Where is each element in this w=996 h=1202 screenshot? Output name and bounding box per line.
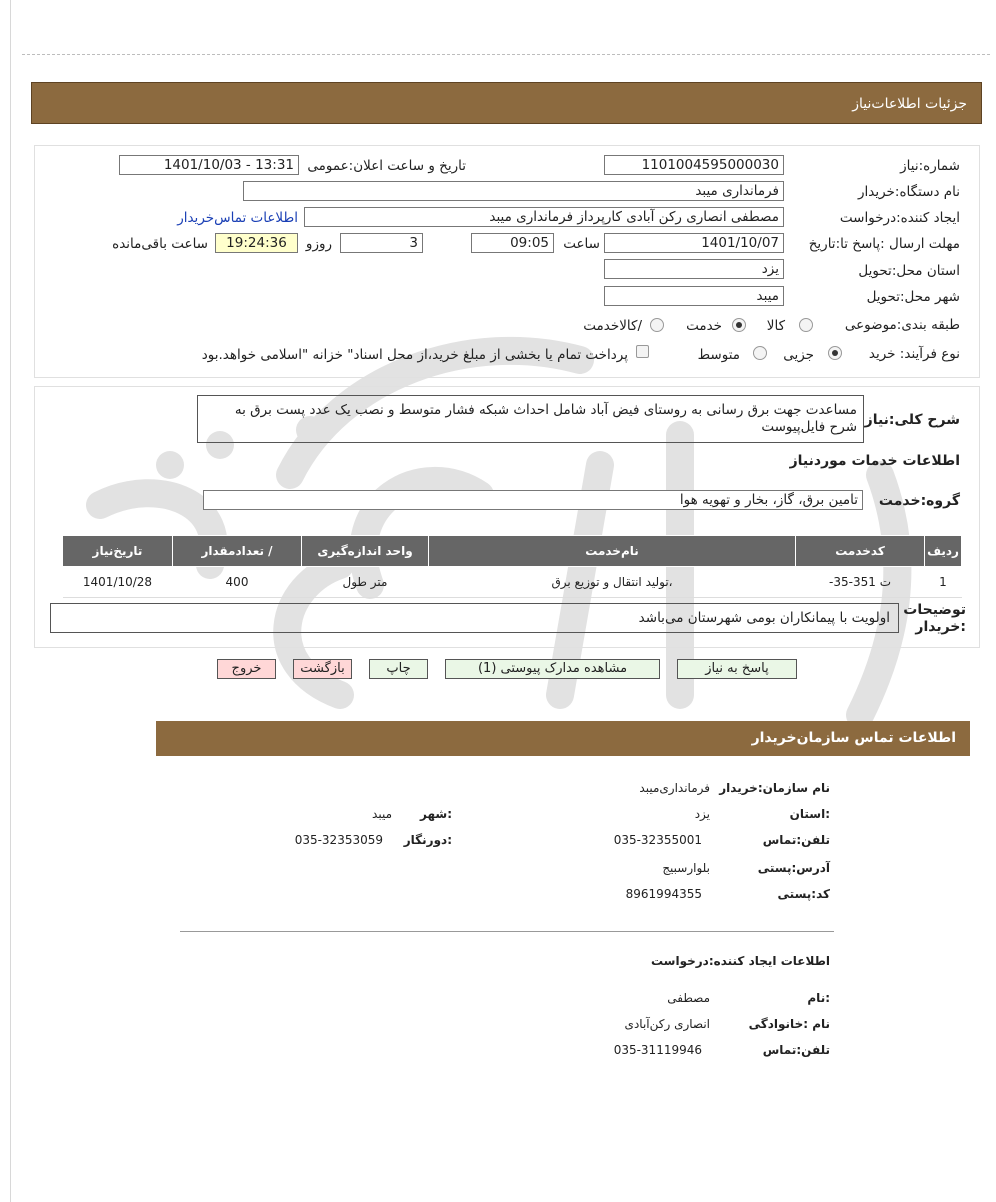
cell-quantity: 400 bbox=[173, 567, 302, 598]
creator-name-label: :نام bbox=[807, 991, 830, 1005]
buyer-contact-header-bar bbox=[156, 721, 970, 756]
treasury-payment-note: پرداخت تمام یا بخشی از مبلغ خرید،از محل اسناد" خزانه "اسلامی خواهد.بود bbox=[201, 347, 628, 363]
province-field: یزد bbox=[604, 259, 784, 279]
category-goods-radio[interactable] bbox=[799, 318, 813, 332]
category-label: طبقه بندی:موضوعی bbox=[844, 317, 960, 333]
header-unit: واحد اندازه‌گیری bbox=[302, 536, 429, 567]
province-label: استان محل:تحویل bbox=[858, 263, 960, 279]
creator-family-value: انصاری رکن‌آبادی bbox=[624, 1017, 710, 1031]
buyer-contact-title: اطلاعات تماس سازمان‌خریدار bbox=[751, 730, 956, 746]
contact-phone-value: 035-32355001 bbox=[613, 833, 702, 847]
creator-phone-label: تلفن:تماس bbox=[762, 1043, 830, 1057]
contact-city-value: میبد bbox=[372, 807, 392, 821]
reply-button[interactable]: پاسخ به نیاز bbox=[677, 659, 797, 679]
contact-address-label: آدرس:پستی bbox=[757, 861, 830, 875]
treasury-payment-checkbox[interactable] bbox=[636, 345, 649, 358]
process-medium-radio[interactable] bbox=[753, 346, 767, 360]
contact-fax-value: 035-32353059 bbox=[294, 833, 383, 847]
category-service-radio[interactable] bbox=[732, 318, 746, 332]
remaining-time-field: 19:24:36 bbox=[215, 233, 298, 253]
header-service-name: نام‌خدمت bbox=[429, 536, 796, 567]
contact-postal-value: 8961994355 bbox=[625, 887, 702, 901]
creator-field: مصطفی انصاری رکن آبادی کارپرداز فرمانداری میبد bbox=[304, 207, 784, 227]
announce-datetime-label: تاریخ و ساعت اعلان:عمومی bbox=[307, 158, 466, 174]
cell-row-number: 1 bbox=[925, 567, 962, 598]
exit-button[interactable]: خروج bbox=[217, 659, 276, 679]
contact-address-value: بلوارسبیج bbox=[662, 861, 710, 875]
cell-service-code: ت 351-35- bbox=[796, 567, 925, 598]
contact-city-label: :شهر bbox=[420, 807, 452, 821]
days-label: روزو bbox=[305, 236, 332, 252]
table-row bbox=[63, 567, 962, 598]
contact-org-label: نام سازمان:خریدار bbox=[719, 781, 830, 795]
creator-label: ایجاد کننده:درخواست bbox=[839, 210, 960, 226]
days-field: 3 bbox=[340, 233, 423, 253]
category-goods-label: کالا bbox=[766, 318, 785, 334]
announce-datetime-field: 1401/10/03 - 13:31 bbox=[119, 155, 299, 175]
page-header-title: جزئیات اطلاعات‌نیاز bbox=[852, 96, 967, 112]
need-number-label: شماره:نیاز bbox=[900, 158, 960, 174]
header-quantity: / تعدادمقدار bbox=[173, 536, 302, 567]
need-number-field: 1101004595000030 bbox=[604, 155, 784, 175]
services-table-header bbox=[63, 536, 962, 567]
view-documents-button[interactable]: مشاهده مدارک پیوستی (1) bbox=[445, 659, 660, 679]
service-group-label: گروه:خدمت bbox=[878, 493, 960, 509]
process-partial-label: جزیی bbox=[783, 347, 814, 363]
deadline-date-field: 1401/10/07 bbox=[604, 233, 784, 253]
category-service-label: خدمت bbox=[686, 318, 722, 334]
header-need-date: تاریخ‌نیاز bbox=[63, 536, 173, 567]
creator-family-label: نام :خانوادگی bbox=[748, 1017, 830, 1031]
creator-info-title: اطلاعات ایجاد کننده:درخواست bbox=[650, 954, 830, 968]
contact-phone-label: تلفن:تماس bbox=[762, 833, 830, 847]
cell-service-name: ،تولید انتقال و توزیع برق bbox=[429, 567, 796, 598]
process-medium-label: متوسط bbox=[697, 347, 740, 363]
creator-name-value: مصطفی bbox=[667, 991, 710, 1005]
description-text-box: مساعدت جهت برق رسانی به روستای فیض آباد شامل احداث شبکه فشار متوسط و نصب یک عدد پست برق به شرح فایل‌پیوست bbox=[197, 395, 864, 443]
creator-phone-value: 035-31119946 bbox=[613, 1043, 702, 1057]
cell-need-date: 1401/10/28 bbox=[63, 567, 173, 598]
process-partial-radio[interactable] bbox=[828, 346, 842, 360]
need-details-panel bbox=[34, 145, 980, 378]
city-field: میبد bbox=[604, 286, 784, 306]
deadline-label: مهلت ارسال :پاسخ تا:تاریخ bbox=[808, 236, 960, 252]
print-button[interactable]: چاپ bbox=[369, 659, 428, 679]
services-table bbox=[62, 535, 962, 598]
buyer-notes-label: توضیحات :خریدار bbox=[903, 602, 966, 635]
page-header-bar bbox=[31, 82, 982, 124]
buyer-org-label: نام دستگاه:خریدار bbox=[857, 184, 960, 200]
contact-fax-label: :دورنگار bbox=[403, 833, 452, 847]
service-group-field: تامین برق، گاز، بخار و تهویه هوا bbox=[203, 490, 863, 510]
process-label: نوع فرآیند: خرید bbox=[868, 346, 960, 362]
top-dashed-divider bbox=[22, 54, 990, 55]
buyer-contact-link[interactable]: اطلاعات تماس‌خریدار bbox=[177, 210, 298, 226]
remaining-time-label: ساعت باقی‌مانده bbox=[112, 236, 208, 252]
contact-org-value: فرمانداری‌میبد bbox=[639, 781, 710, 795]
description-label: شرح کلی:نیاز bbox=[864, 412, 960, 428]
left-border-line bbox=[10, 0, 11, 1202]
cell-unit: متر طول bbox=[302, 567, 429, 598]
category-goods-service-radio[interactable] bbox=[650, 318, 664, 332]
city-label: شهر محل:تحویل bbox=[866, 289, 960, 305]
contact-province-value: یزد bbox=[694, 807, 710, 821]
contact-divider bbox=[180, 931, 834, 932]
buyer-notes-box: اولویت با پیمانکاران بومی شهرستان می‌باشد bbox=[50, 603, 899, 633]
contact-postal-label: کد:پستی bbox=[777, 887, 830, 901]
deadline-time-field: 09:05 bbox=[471, 233, 554, 253]
header-service-code: کدخدمت bbox=[796, 536, 925, 567]
header-row-number: ردیف bbox=[925, 536, 962, 567]
buyer-org-field: فرمانداری میبد bbox=[243, 181, 784, 201]
back-button[interactable]: بازگشت bbox=[293, 659, 352, 679]
contact-province-label: :استان bbox=[789, 807, 830, 821]
deadline-time-label: ساعت bbox=[563, 236, 600, 252]
services-heading: اطلاعات خدمات موردنیاز bbox=[789, 453, 960, 469]
category-goods-service-label: /کالاخدمت bbox=[583, 318, 642, 334]
